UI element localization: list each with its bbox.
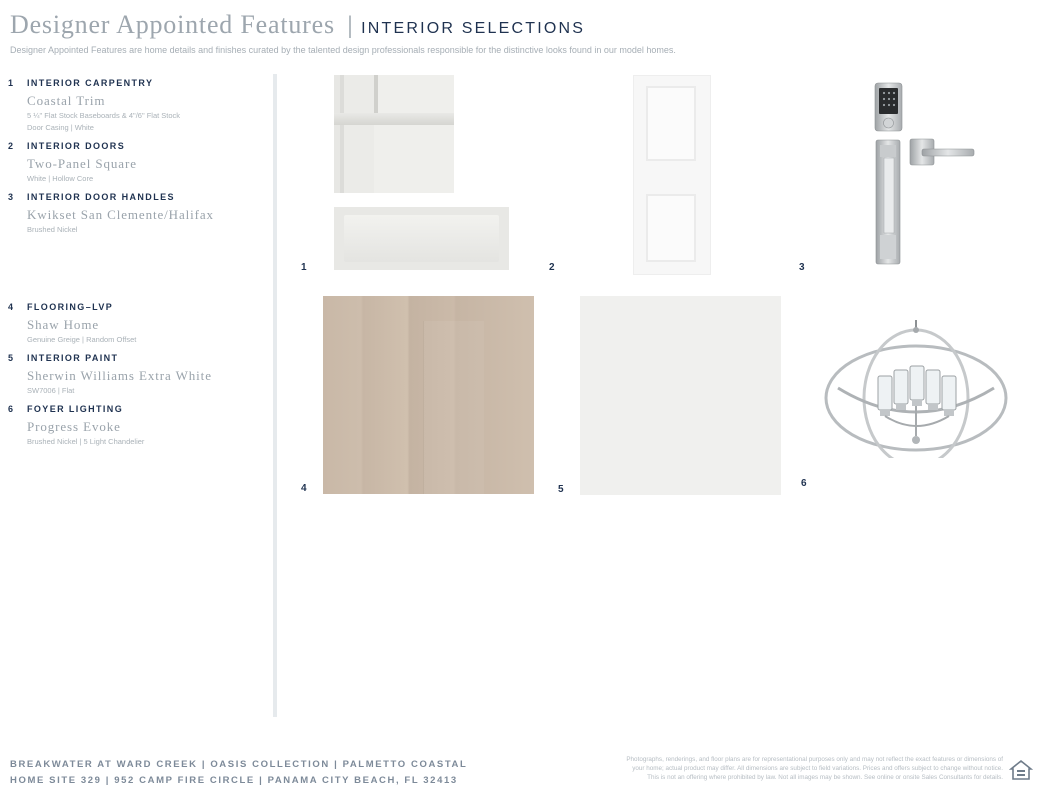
selection-list-top xyxy=(8,78,266,243)
item-detail: White | Hollow Core xyxy=(27,174,94,183)
item-number: 3 xyxy=(8,192,15,202)
item-detail: Genuine Greige | Random Offset xyxy=(27,335,137,344)
item-category: FOYER LIGHTING xyxy=(27,404,124,414)
door-panel-upper xyxy=(646,86,696,161)
item-number: 4 xyxy=(8,302,15,312)
item-detail: Door Casing | White xyxy=(27,123,94,132)
selection-item xyxy=(8,404,266,447)
disclaimer-line: Photographs, renderings, and floor plans are for representational purposes only and may not reflect the exact features or dimensions of xyxy=(626,756,1003,763)
item-category: FLOORING–LVP xyxy=(27,302,114,312)
selection-item xyxy=(8,353,266,396)
item-category: INTERIOR DOOR HANDLES xyxy=(27,192,175,202)
item-name: Kwikset San Clemente/Halifax xyxy=(27,207,214,222)
item-name: Shaw Home xyxy=(27,317,100,332)
door-image xyxy=(633,75,711,275)
selection-item xyxy=(8,302,266,345)
title-separator: | xyxy=(346,12,354,39)
item-number: 6 xyxy=(8,404,15,414)
selection-list-bottom xyxy=(8,302,266,455)
swatch-number: 2 xyxy=(549,262,555,273)
vertical-divider xyxy=(273,74,277,717)
item-category: INTERIOR PAINT xyxy=(27,353,119,363)
swatch-number: 5 xyxy=(558,484,564,495)
item-name: Coastal Trim xyxy=(27,93,106,108)
item-number: 2 xyxy=(8,141,15,151)
door-panel-lower xyxy=(646,194,696,262)
item-name: Sherwin Williams Extra White xyxy=(27,368,212,383)
equal-housing-opportunity-icon xyxy=(1009,758,1033,782)
flooring-swatch xyxy=(323,296,534,494)
address-line: HOME SITE 329 | 952 CAMP FIRE CIRCLE | PANAMA CITY BEACH, FL 32413 xyxy=(10,775,458,786)
trim-baseboard-image xyxy=(334,207,509,270)
trim-casing-image xyxy=(334,75,454,193)
disclaimer-line: your home; actual product may differ. All dimensions are subject to field variations. Prices and offers subject to change without notice. xyxy=(632,765,1003,772)
selection-item xyxy=(8,141,266,184)
community-line: BREAKWATER AT WARD CREEK | OASIS COLLECTION | PALMETTO COASTAL xyxy=(10,759,468,770)
swatch-number: 4 xyxy=(301,483,307,494)
item-name: Progress Evoke xyxy=(27,419,121,434)
page-subtitle: INTERIOR SELECTIONS xyxy=(361,20,586,37)
disclaimer-line: This is not an offering where prohibited by law. Not all images may be shown. See online or onsite Sales Consultants for details. xyxy=(647,774,1003,781)
item-category: INTERIOR CARPENTRY xyxy=(27,78,154,88)
disclaimer xyxy=(513,755,1003,782)
selection-item xyxy=(8,192,266,235)
page-header xyxy=(10,10,1045,55)
item-detail: Brushed Nickel | 5 Light Chandelier xyxy=(27,437,145,446)
community-info xyxy=(10,757,467,789)
selection-item xyxy=(8,78,266,133)
swatch-number: 1 xyxy=(301,262,307,273)
item-name: Two-Panel Square xyxy=(27,156,137,171)
item-detail: 5 ¼" Flat Stock Baseboards & 4"/6" Flat Stock xyxy=(27,111,181,120)
item-number: 1 xyxy=(8,78,15,88)
door-handles-image xyxy=(860,80,980,270)
swatch-number: 3 xyxy=(799,262,805,273)
swatch-number: 6 xyxy=(801,478,807,489)
item-category: INTERIOR DOORS xyxy=(27,141,126,151)
title-row xyxy=(10,10,1045,40)
item-number: 5 xyxy=(8,353,15,363)
intro-text: Designer Appointed Features are home details and finishes curated by the talented design professionals responsible for the distinctive looks found in our model homes. xyxy=(10,45,676,55)
chandelier-image xyxy=(818,318,1014,458)
item-detail: Brushed Nickel xyxy=(27,225,78,234)
item-detail: SW7006 | Flat xyxy=(27,386,75,395)
page-title: Designer Appointed Features xyxy=(10,10,335,39)
paint-swatch xyxy=(580,296,781,495)
